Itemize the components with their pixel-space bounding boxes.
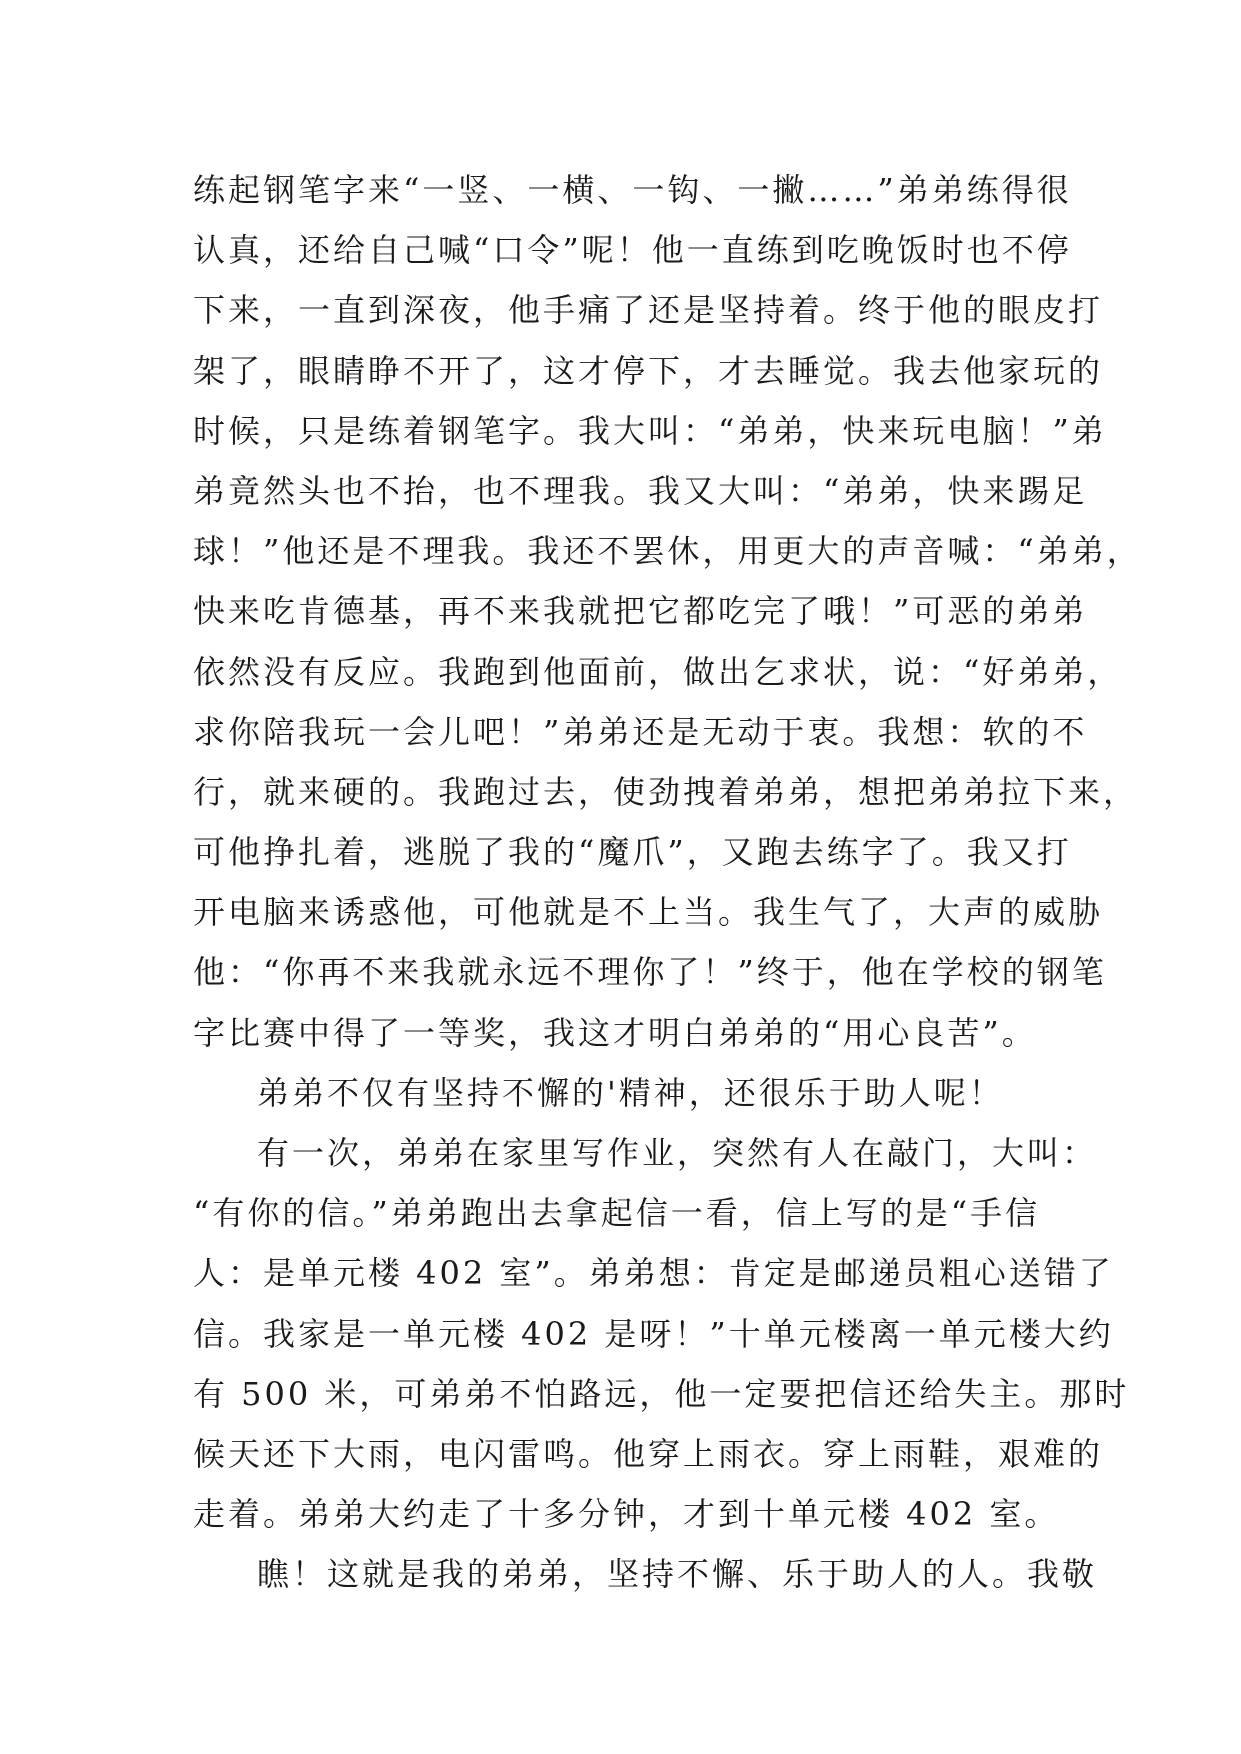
- text-line: 信。我家是一单元楼 402 是呀！”十单元楼离一单元楼大约: [193, 1314, 1114, 1353]
- paragraph-start-line: 有一次，弟弟在家里写作业，突然有人在敲门，大叫：: [257, 1134, 1098, 1172]
- text-line: 快来吃肯德基，再不来我就把它都吃完了哦！”可恶的弟弟: [193, 592, 1088, 631]
- text-line: 认真，还给自己喊“口令”呢！他一直练到吃晚饭时也不停: [193, 231, 1072, 270]
- text-line: 下来，一直到深夜，他手痛了还是坚持着。终于他的眼皮打: [193, 291, 1104, 330]
- paragraph-start-line: 弟弟不仅有坚持不懈的'精神，还很乐于助人呢！: [257, 1073, 1004, 1112]
- text-line: 依然没有反应。我跑到他面前，做出乞求状，说：“好弟弟，: [193, 652, 1123, 691]
- text-line: 时候，只是练着钢笔字。我大叫：“弟弟，快来玩电脑！”弟: [193, 411, 1107, 450]
- text-line: “有你的信。”弟弟跑出去拿起信一看，信上写的是“手信: [193, 1194, 1041, 1233]
- text-line: 字比赛中得了一等奖，我这才明白弟弟的“用心良苦”。: [193, 1013, 1037, 1052]
- text-line: 求你陪我玩一会儿吧！”弟弟还是无动于衷。我想：软的不: [193, 712, 1088, 751]
- text-line: 球！”他还是不理我。我还不罢休，用更大的声音喊：“弟弟，: [193, 532, 1142, 571]
- text-line: 走着。弟弟大约走了十多分钟，才到十单元楼 402 室。: [193, 1495, 1060, 1534]
- text-line: 有 500 米，可弟弟不怕路远，他一定要把信还给失主。那时: [193, 1374, 1130, 1413]
- text-line: 人：是单元楼 402 室”。弟弟想：肯定是邮递员粗心送错了: [193, 1254, 1114, 1293]
- text-line: 可他挣扎着，逃脱了我的“魔爪”，又跑去练字了。我又打: [193, 833, 1072, 872]
- text-line: 练起钢笔字来“一竖、一横、一钩、一撇……”弟弟练得很: [193, 171, 1072, 209]
- text-line: 他：“你再不来我就永远不理你了！”终于，他在学校的钢笔: [193, 953, 1107, 992]
- text-line: 开电脑来诱惑他，可他就是不上当。我生气了，大声的威胁: [193, 893, 1104, 932]
- text-line: 弟竟然头也不抬，也不理我。我又大叫：“弟弟，快来踢足: [193, 471, 1088, 510]
- text-line: 行，就来硬的。我跑过去，使劲拽着弟弟，想把弟弟拉下来，: [193, 772, 1139, 811]
- text-line: 候天还下大雨，电闪雷鸣。他穿上雨衣。穿上雨鞋，艰难的: [193, 1434, 1104, 1473]
- text-line: 架了，眼睛睁不开了，这才停下，才去睡觉。我去他家玩的: [193, 351, 1104, 390]
- document-body: [193, 160, 1142, 1605]
- paragraph-start-line: 瞧！这就是我的弟弟，坚持不懈、乐于助人的人。我敬: [257, 1555, 1098, 1594]
